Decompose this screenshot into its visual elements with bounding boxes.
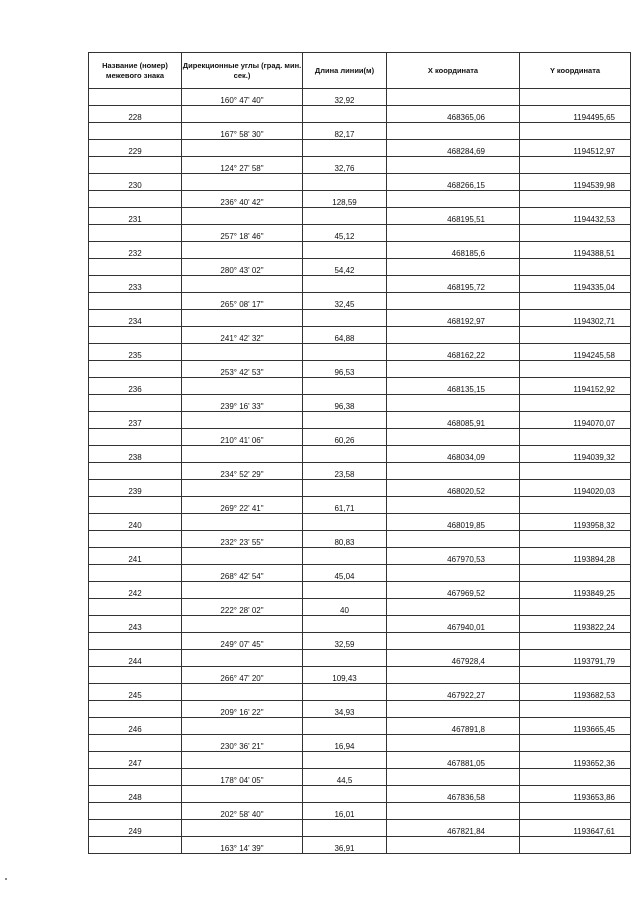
cell-line-length: 45,12 [303,225,387,242]
cell-x-coordinate [387,735,520,752]
cell-direction-angle: 210° 41' 06" [182,429,303,446]
cell-mark-name: 238 [89,446,182,463]
header-mark-name: Название (номер) межевого знака [89,53,182,89]
cell-line-length: 64,88 [303,327,387,344]
cell-x-coordinate [387,633,520,650]
cell-mark-name [89,89,182,106]
table-row [89,259,631,276]
cell-direction-angle [182,684,303,701]
cell-direction-angle [182,208,303,225]
cell-mark-name [89,463,182,480]
table-row [89,123,631,140]
table-row [89,89,631,106]
cell-x-coordinate [387,123,520,140]
cell-direction-angle: 253° 42' 53" [182,361,303,378]
cell-x-coordinate: 468034,09 [387,446,520,463]
cell-direction-angle [182,548,303,565]
cell-x-coordinate: 468162,22 [387,344,520,361]
cell-x-coordinate [387,803,520,820]
cell-y-coordinate: 1193653,86 [520,786,631,803]
header-y-coordinate: Y координата [520,53,631,89]
table-row [89,225,631,242]
cell-direction-angle [182,650,303,667]
table-row [89,106,631,123]
cell-direction-angle: 236° 40' 42" [182,191,303,208]
table-row [89,276,631,293]
cell-direction-angle: 269° 22' 41" [182,497,303,514]
cell-x-coordinate: 468195,51 [387,208,520,225]
cell-y-coordinate: 1193791,79 [520,650,631,667]
cell-direction-angle: 230° 36' 21" [182,735,303,752]
table-row [89,378,631,395]
cell-mark-name [89,361,182,378]
cell-line-length: 32,92 [303,89,387,106]
cell-direction-angle: 280° 43' 02" [182,259,303,276]
cell-mark-name: 241 [89,548,182,565]
cell-y-coordinate: 1194302,71 [520,310,631,327]
cell-y-coordinate [520,599,631,616]
cell-line-length [303,684,387,701]
cell-x-coordinate [387,361,520,378]
table-row [89,327,631,344]
cell-mark-name [89,599,182,616]
table-row [89,412,631,429]
cell-mark-name: 245 [89,684,182,701]
cell-direction-angle [182,140,303,157]
cell-mark-name [89,293,182,310]
cell-direction-angle [182,242,303,259]
scan-speck [5,878,7,880]
cell-line-length [303,480,387,497]
cell-x-coordinate [387,429,520,446]
table-row [89,701,631,718]
table-row [89,565,631,582]
document-page [88,52,640,853]
cell-y-coordinate [520,259,631,276]
table-row [89,208,631,225]
cell-x-coordinate [387,89,520,106]
table-row [89,786,631,803]
cell-x-coordinate [387,701,520,718]
cell-direction-angle: 257° 18' 46" [182,225,303,242]
cell-y-coordinate: 1194335,04 [520,276,631,293]
cell-x-coordinate: 468365,06 [387,106,520,123]
cell-y-coordinate [520,463,631,480]
table-row [89,599,631,616]
cell-mark-name: 243 [89,616,182,633]
cell-y-coordinate: 1193682,53 [520,684,631,701]
cell-direction-angle [182,378,303,395]
cell-x-coordinate [387,157,520,174]
table-row [89,463,631,480]
cell-x-coordinate [387,599,520,616]
cell-line-length [303,514,387,531]
cell-direction-angle [182,820,303,837]
cell-line-length: 109,43 [303,667,387,684]
cell-line-length: 44,5 [303,769,387,786]
table-row [89,667,631,684]
cell-x-coordinate [387,191,520,208]
table-row [89,633,631,650]
cell-line-length [303,208,387,225]
cell-direction-angle [182,446,303,463]
cell-direction-angle: 163° 14' 39" [182,837,303,854]
cell-x-coordinate: 468195,72 [387,276,520,293]
cell-mark-name [89,225,182,242]
cell-direction-angle: 268° 42' 54" [182,565,303,582]
cell-mark-name: 244 [89,650,182,667]
cell-y-coordinate [520,225,631,242]
cell-line-length [303,752,387,769]
cell-mark-name: 248 [89,786,182,803]
cell-x-coordinate [387,769,520,786]
cell-mark-name: 228 [89,106,182,123]
cell-line-length: 32,59 [303,633,387,650]
cell-line-length [303,378,387,395]
cell-direction-angle: 178° 04' 05" [182,769,303,786]
table-row [89,820,631,837]
cell-x-coordinate: 467970,53 [387,548,520,565]
table-row [89,344,631,361]
cell-direction-angle [182,480,303,497]
table-row [89,157,631,174]
cell-direction-angle: 266° 47' 20" [182,667,303,684]
cell-line-length [303,276,387,293]
cell-y-coordinate: 1194512,97 [520,140,631,157]
cell-direction-angle: 241° 42' 32" [182,327,303,344]
cell-line-length: 23,58 [303,463,387,480]
table-body [89,89,631,854]
table-row [89,497,631,514]
table-row [89,650,631,667]
cell-direction-angle [182,786,303,803]
cell-line-length: 36,91 [303,837,387,854]
cell-y-coordinate [520,565,631,582]
cell-y-coordinate [520,293,631,310]
header-direction-angle: Дирекционные углы (град. мин. сек.) [182,53,303,89]
cell-line-length: 34,93 [303,701,387,718]
table-row [89,310,631,327]
cell-x-coordinate [387,463,520,480]
table-header [89,53,631,89]
cell-mark-name: 229 [89,140,182,157]
cell-y-coordinate [520,89,631,106]
cell-direction-angle [182,616,303,633]
cell-mark-name: 239 [89,480,182,497]
cell-line-length: 45,04 [303,565,387,582]
cell-y-coordinate [520,803,631,820]
cell-mark-name [89,667,182,684]
cell-line-length [303,786,387,803]
table-row [89,616,631,633]
cell-x-coordinate: 468284,69 [387,140,520,157]
cell-x-coordinate [387,259,520,276]
cell-x-coordinate: 467969,52 [387,582,520,599]
cell-y-coordinate: 1193647,61 [520,820,631,837]
cell-y-coordinate: 1194152,92 [520,378,631,395]
cell-mark-name: 249 [89,820,182,837]
cell-direction-angle: 265° 08' 17" [182,293,303,310]
table-row [89,735,631,752]
cell-direction-angle: 202° 58' 40" [182,803,303,820]
cell-line-length [303,310,387,327]
table-row [89,174,631,191]
cell-line-length: 16,94 [303,735,387,752]
table-row [89,531,631,548]
cell-y-coordinate: 1194432,53 [520,208,631,225]
cell-mark-name [89,327,182,344]
cell-direction-angle: 124° 27' 58" [182,157,303,174]
cell-x-coordinate [387,531,520,548]
cell-x-coordinate: 467928,4 [387,650,520,667]
cell-mark-name: 233 [89,276,182,293]
cell-x-coordinate: 467821,84 [387,820,520,837]
cell-y-coordinate [520,667,631,684]
header-row [89,53,631,89]
cell-y-coordinate [520,191,631,208]
cell-y-coordinate: 1193665,45 [520,718,631,735]
cell-line-length [303,718,387,735]
cell-y-coordinate [520,361,631,378]
cell-direction-angle [182,276,303,293]
cell-y-coordinate [520,769,631,786]
table-row [89,548,631,565]
cell-x-coordinate: 467891,8 [387,718,520,735]
cell-line-length [303,548,387,565]
cell-line-length [303,412,387,429]
table-row [89,582,631,599]
cell-mark-name [89,497,182,514]
cell-direction-angle [182,752,303,769]
cell-line-length [303,650,387,667]
cell-mark-name: 246 [89,718,182,735]
cell-mark-name [89,531,182,548]
cell-y-coordinate [520,633,631,650]
cell-line-length: 32,76 [303,157,387,174]
cell-x-coordinate: 468185,6 [387,242,520,259]
cell-direction-angle [182,106,303,123]
cell-mark-name [89,157,182,174]
cell-y-coordinate: 1194020,03 [520,480,631,497]
cell-mark-name [89,769,182,786]
cell-mark-name: 231 [89,208,182,225]
cell-mark-name [89,565,182,582]
cell-y-coordinate: 1193894,28 [520,548,631,565]
cell-mark-name: 247 [89,752,182,769]
boundary-marks-table [88,52,631,854]
table-row [89,361,631,378]
cell-mark-name [89,701,182,718]
table-row [89,718,631,735]
cell-line-length [303,106,387,123]
cell-y-coordinate [520,157,631,174]
header-line-length: Длина линии(м) [303,53,387,89]
cell-y-coordinate [520,701,631,718]
cell-direction-angle: 167° 58' 30" [182,123,303,140]
table-row [89,395,631,412]
cell-y-coordinate: 1194070,07 [520,412,631,429]
cell-line-length [303,242,387,259]
cell-line-length [303,582,387,599]
cell-y-coordinate: 1194388,51 [520,242,631,259]
cell-line-length: 60,26 [303,429,387,446]
cell-y-coordinate: 1194495,65 [520,106,631,123]
table-row [89,514,631,531]
cell-x-coordinate: 467922,27 [387,684,520,701]
cell-line-length: 128,59 [303,191,387,208]
cell-direction-angle: 160° 47' 40" [182,89,303,106]
cell-y-coordinate: 1193822,24 [520,616,631,633]
table-row [89,752,631,769]
cell-line-length [303,174,387,191]
table-row [89,446,631,463]
table-row [89,837,631,854]
cell-direction-angle: 222° 28' 02" [182,599,303,616]
cell-mark-name: 232 [89,242,182,259]
cell-mark-name: 242 [89,582,182,599]
table-row [89,803,631,820]
cell-x-coordinate [387,837,520,854]
cell-line-length [303,344,387,361]
cell-y-coordinate [520,395,631,412]
cell-direction-angle: 249° 07' 45" [182,633,303,650]
table-row [89,684,631,701]
cell-mark-name [89,735,182,752]
cell-y-coordinate: 1193849,25 [520,582,631,599]
cell-mark-name [89,191,182,208]
cell-y-coordinate: 1194539,98 [520,174,631,191]
cell-x-coordinate: 467881,05 [387,752,520,769]
cell-y-coordinate: 1193958,32 [520,514,631,531]
cell-line-length [303,446,387,463]
cell-direction-angle [182,514,303,531]
table-row [89,242,631,259]
cell-mark-name [89,837,182,854]
cell-y-coordinate: 1194039,32 [520,446,631,463]
cell-line-length: 96,38 [303,395,387,412]
table-row [89,480,631,497]
cell-y-coordinate [520,327,631,344]
cell-mark-name: 236 [89,378,182,395]
cell-direction-angle: 239° 16' 33" [182,395,303,412]
table-row [89,429,631,446]
cell-direction-angle [182,174,303,191]
cell-x-coordinate [387,293,520,310]
cell-mark-name: 237 [89,412,182,429]
cell-x-coordinate [387,565,520,582]
cell-y-coordinate [520,837,631,854]
cell-line-length: 80,83 [303,531,387,548]
cell-y-coordinate: 1193652,36 [520,752,631,769]
cell-y-coordinate [520,123,631,140]
cell-line-length: 82,17 [303,123,387,140]
table-row [89,140,631,157]
cell-direction-angle [182,344,303,361]
cell-x-coordinate: 468020,52 [387,480,520,497]
table-row [89,191,631,208]
cell-x-coordinate [387,667,520,684]
cell-x-coordinate: 468266,15 [387,174,520,191]
cell-line-length [303,616,387,633]
cell-mark-name [89,803,182,820]
cell-mark-name [89,259,182,276]
cell-mark-name: 235 [89,344,182,361]
cell-x-coordinate [387,225,520,242]
cell-y-coordinate: 1194245,58 [520,344,631,361]
cell-mark-name [89,123,182,140]
header-x-coordinate: X координата [387,53,520,89]
cell-x-coordinate: 468085,91 [387,412,520,429]
cell-x-coordinate: 468019,85 [387,514,520,531]
cell-line-length: 32,45 [303,293,387,310]
cell-y-coordinate [520,497,631,514]
cell-y-coordinate [520,735,631,752]
cell-direction-angle: 234° 52' 29" [182,463,303,480]
cell-x-coordinate [387,327,520,344]
cell-direction-angle: 232° 23' 55" [182,531,303,548]
cell-line-length: 16,01 [303,803,387,820]
cell-mark-name [89,429,182,446]
table-row [89,769,631,786]
cell-line-length: 61,71 [303,497,387,514]
cell-line-length: 40 [303,599,387,616]
cell-x-coordinate: 468192,97 [387,310,520,327]
cell-x-coordinate: 467836,58 [387,786,520,803]
cell-line-length: 54,42 [303,259,387,276]
cell-mark-name: 230 [89,174,182,191]
cell-x-coordinate [387,395,520,412]
cell-y-coordinate [520,429,631,446]
cell-direction-angle [182,412,303,429]
cell-line-length: 96,53 [303,361,387,378]
cell-direction-angle: 209° 16' 22" [182,701,303,718]
cell-mark-name: 234 [89,310,182,327]
cell-mark-name [89,395,182,412]
cell-direction-angle [182,582,303,599]
cell-x-coordinate: 468135,15 [387,378,520,395]
cell-mark-name: 240 [89,514,182,531]
table-row [89,293,631,310]
cell-mark-name [89,633,182,650]
cell-direction-angle [182,718,303,735]
cell-x-coordinate: 467940,01 [387,616,520,633]
cell-y-coordinate [520,531,631,548]
cell-line-length [303,140,387,157]
cell-direction-angle [182,310,303,327]
cell-line-length [303,820,387,837]
cell-x-coordinate [387,497,520,514]
